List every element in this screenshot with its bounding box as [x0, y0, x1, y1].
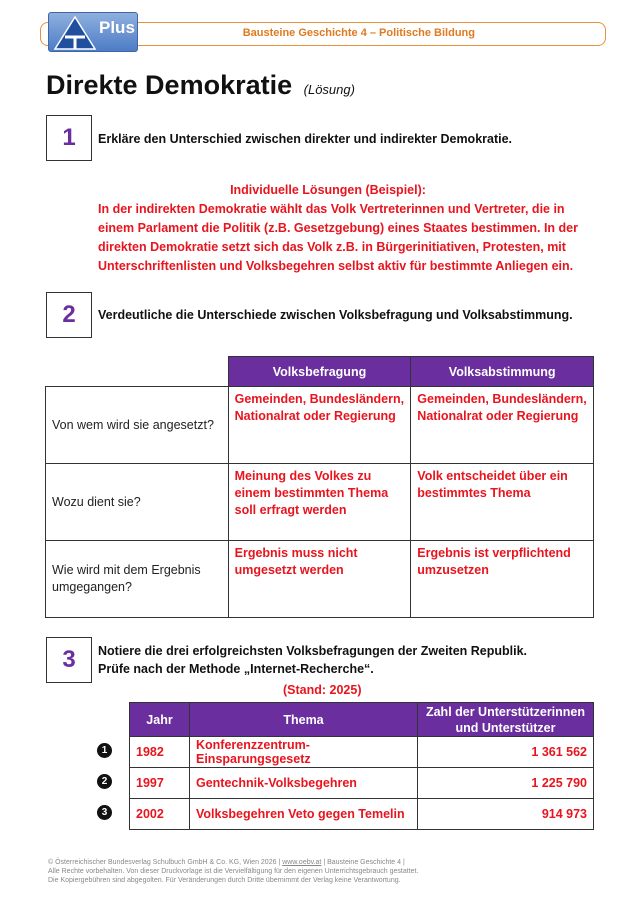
row-bullet-3: 3: [97, 805, 112, 820]
page-title: [46, 70, 355, 101]
answer-cell: Gemeinden, Bundesländern, Nationalrat oder Regierung: [228, 387, 411, 464]
year-cell: 2002: [130, 799, 190, 830]
task-2-number: 2: [46, 292, 92, 338]
footer-line-1: [48, 858, 608, 867]
answer-cell: Volk entscheidet über ein bestimmtes Thema: [411, 464, 594, 541]
table-header-row: [130, 703, 594, 737]
task-1-prompt: Erkläre den Unterschied zwischen direkter und indirekter Demokratie.: [98, 132, 513, 146]
topic-cell: Volksbegehren Veto gegen Temelin: [190, 799, 418, 830]
row-question: Wie wird mit dem Ergebnis umgegangen?: [46, 541, 229, 618]
column-header: Volksabstimmung: [411, 357, 594, 387]
title-main: Direkte Demokratie: [46, 70, 293, 100]
year-cell: 1982: [130, 737, 190, 768]
answer-cell: Gemeinden, Bundesländern, Nationalrat oder Regierung: [411, 387, 594, 464]
task-2-prompt: Verdeutliche die Unterschiede zwischen Volksbefragung und Volksabstimmung.: [98, 308, 573, 322]
column-header: Jahr: [130, 703, 190, 737]
year-cell: 1997: [130, 768, 190, 799]
count-cell: 914 973: [418, 799, 594, 830]
row-question: Von wem wird sie angesetzt?: [46, 387, 229, 464]
row-bullet-1: 1: [97, 743, 112, 758]
plus-logo: [48, 12, 138, 52]
table-row: [46, 464, 594, 541]
column-header: Volksbefragung: [228, 357, 411, 387]
table-row: [130, 768, 594, 799]
table-row: [46, 387, 594, 464]
task-3-number: 3: [46, 637, 92, 683]
comparison-table: [45, 356, 594, 618]
topic-cell: Konferenzzentrum-Einsparungsgesetz: [190, 737, 418, 768]
row-question: Wozu dient sie?: [46, 464, 229, 541]
footer: [48, 858, 608, 885]
answer-cell: Ergebnis ist verpflichtend umzusetzen: [411, 541, 594, 618]
answer-line: In der indirekten Demokratie wählt das Volk Vertreterinnen und Vertreter, die in: [98, 202, 565, 216]
triangle-logo-icon: [53, 15, 97, 51]
table-row: [46, 541, 594, 618]
publisher-link[interactable]: www.oebv.at: [282, 859, 322, 866]
answer-cell: Ergebnis muss nicht umgesetzt werden: [228, 541, 411, 618]
table-header-row: [46, 357, 594, 387]
row-bullet-2: 2: [97, 774, 112, 789]
task-1-number: 1: [46, 115, 92, 161]
count-cell: 1 225 790: [418, 768, 594, 799]
answer-line: direkten Demokratie setzt sich das Volk z.B. in Bürgerinitiativen, Protesten, mit: [98, 240, 566, 254]
volksbefragungen-table: [129, 702, 594, 830]
task-3-prompt-line: Prüfe nach der Methode „Internet-Recherche“.: [98, 662, 374, 676]
footer-line-2: Alle Rechte vorbehalten. Von dieser Druckvorlage ist die Vervielfältigung für den eigenen Unterrichtsgebrauch gestattet.: [48, 868, 419, 875]
footer-line-3: Die Kopiergebühren sind abgegolten. Für Veränderungen durch Dritte übernimmt der Verlag keine Verantwortung.: [48, 877, 401, 884]
column-header: Zahl der Unterstützerinnen und Unterstützer: [418, 703, 594, 737]
task-1-answer: [98, 181, 598, 276]
footer-series: | Bausteine Geschichte 4 |: [321, 859, 405, 866]
stand-note: (Stand: 2025): [283, 683, 362, 697]
answer-cell: Meinung des Volkes zu einem bestimmten Thema soll erfragt werden: [228, 464, 411, 541]
footer-copyright: © Österreichischer Bundesverlag Schulbuch GmbH & Co. KG, Wien 2026 |: [48, 859, 283, 866]
title-sub: (Lösung): [303, 82, 355, 97]
task-3-prompt: [98, 642, 527, 678]
answer-line: Unterschriftenlisten und Volksbegehren selbst aktiv für bestimmte Anliegen ein.: [98, 259, 574, 273]
topic-cell: Gentechnik-Volksbegehren: [190, 768, 418, 799]
logo-text: Plus: [99, 18, 135, 37]
answer-line: einem Parlament die Politik (z.B. Gesetzgebung) eines Staates bestimmen. In der: [98, 221, 578, 235]
answer-heading: Individuelle Lösungen (Beispiel):: [230, 183, 426, 197]
empty-header-cell: [46, 357, 229, 387]
column-header: Thema: [190, 703, 418, 737]
task-3-prompt-line: Notiere die drei erfolgreichsten Volksbefragungen der Zweiten Republik.: [98, 644, 528, 658]
table-row: [130, 737, 594, 768]
table-row: [130, 799, 594, 830]
count-cell: 1 361 562: [418, 737, 594, 768]
series-title: Bausteine Geschichte 4 – Politische Bildung: [242, 27, 475, 39]
